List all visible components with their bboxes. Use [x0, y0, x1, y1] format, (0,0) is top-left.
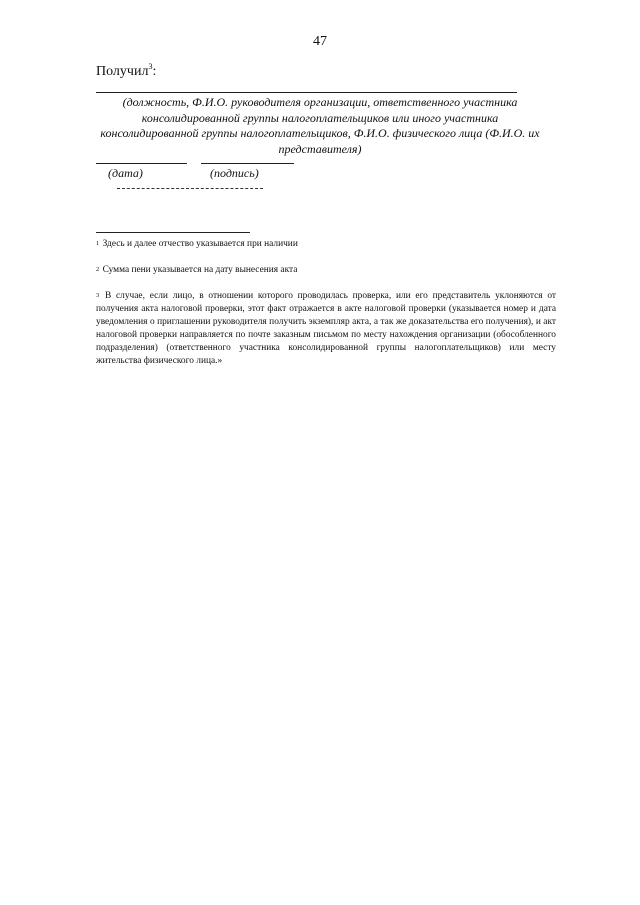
dashed-divider	[117, 188, 263, 189]
footnote-1	[96, 238, 556, 251]
signature-line-main	[96, 92, 517, 93]
received-label-text: Получил	[96, 64, 149, 79]
footnote-1-text: Здесь и далее отчество указывается при наличии	[102, 239, 298, 249]
received-label-colon: :	[152, 64, 157, 79]
footnote-separator	[96, 232, 250, 233]
footnote-3-text: В случае, если лицо, в отношении которого проводилась проверка, или его представитель уклоняются от получения акта налоговой проверки, этот факт отражается в акте налоговой проверки (указывается номер и дата уведомления о приглашении руководителя получить экземпляр акта, а так же доказательства его получения), и акт налоговой проверки направляется по почте заказным письмом по месту нахождения организации (обособленного подразделения) (ответственного участника консолидированной группы налогоплательщиков) или месту жительства физического лица.»	[96, 291, 557, 367]
footnote-2	[96, 264, 556, 277]
signature-caption: (подпись)	[210, 166, 259, 180]
footnote-3	[96, 290, 556, 369]
footnote-2-mark: 2	[96, 266, 100, 273]
footnote-ref-3: 3	[148, 62, 153, 71]
date-line	[96, 163, 187, 164]
signature-line	[201, 163, 294, 164]
footnote-3-mark: 3	[96, 292, 100, 299]
page-number: 47	[313, 34, 327, 49]
footnote-2-text: Сумма пени указывается на дату вынесения акта	[102, 265, 298, 275]
date-caption: (дата)	[108, 166, 143, 180]
role-caption: (должность, Ф.И.О. руководителя организации, ответственного участника консолидированной группы налогоплательщиков или иного участника консолидированной группы налогоплательщиков, Ф.И.О. физического лица (Ф.И.О. их представителя)	[100, 95, 540, 156]
received-label	[96, 64, 156, 80]
footnote-1-mark: 1	[96, 240, 100, 247]
